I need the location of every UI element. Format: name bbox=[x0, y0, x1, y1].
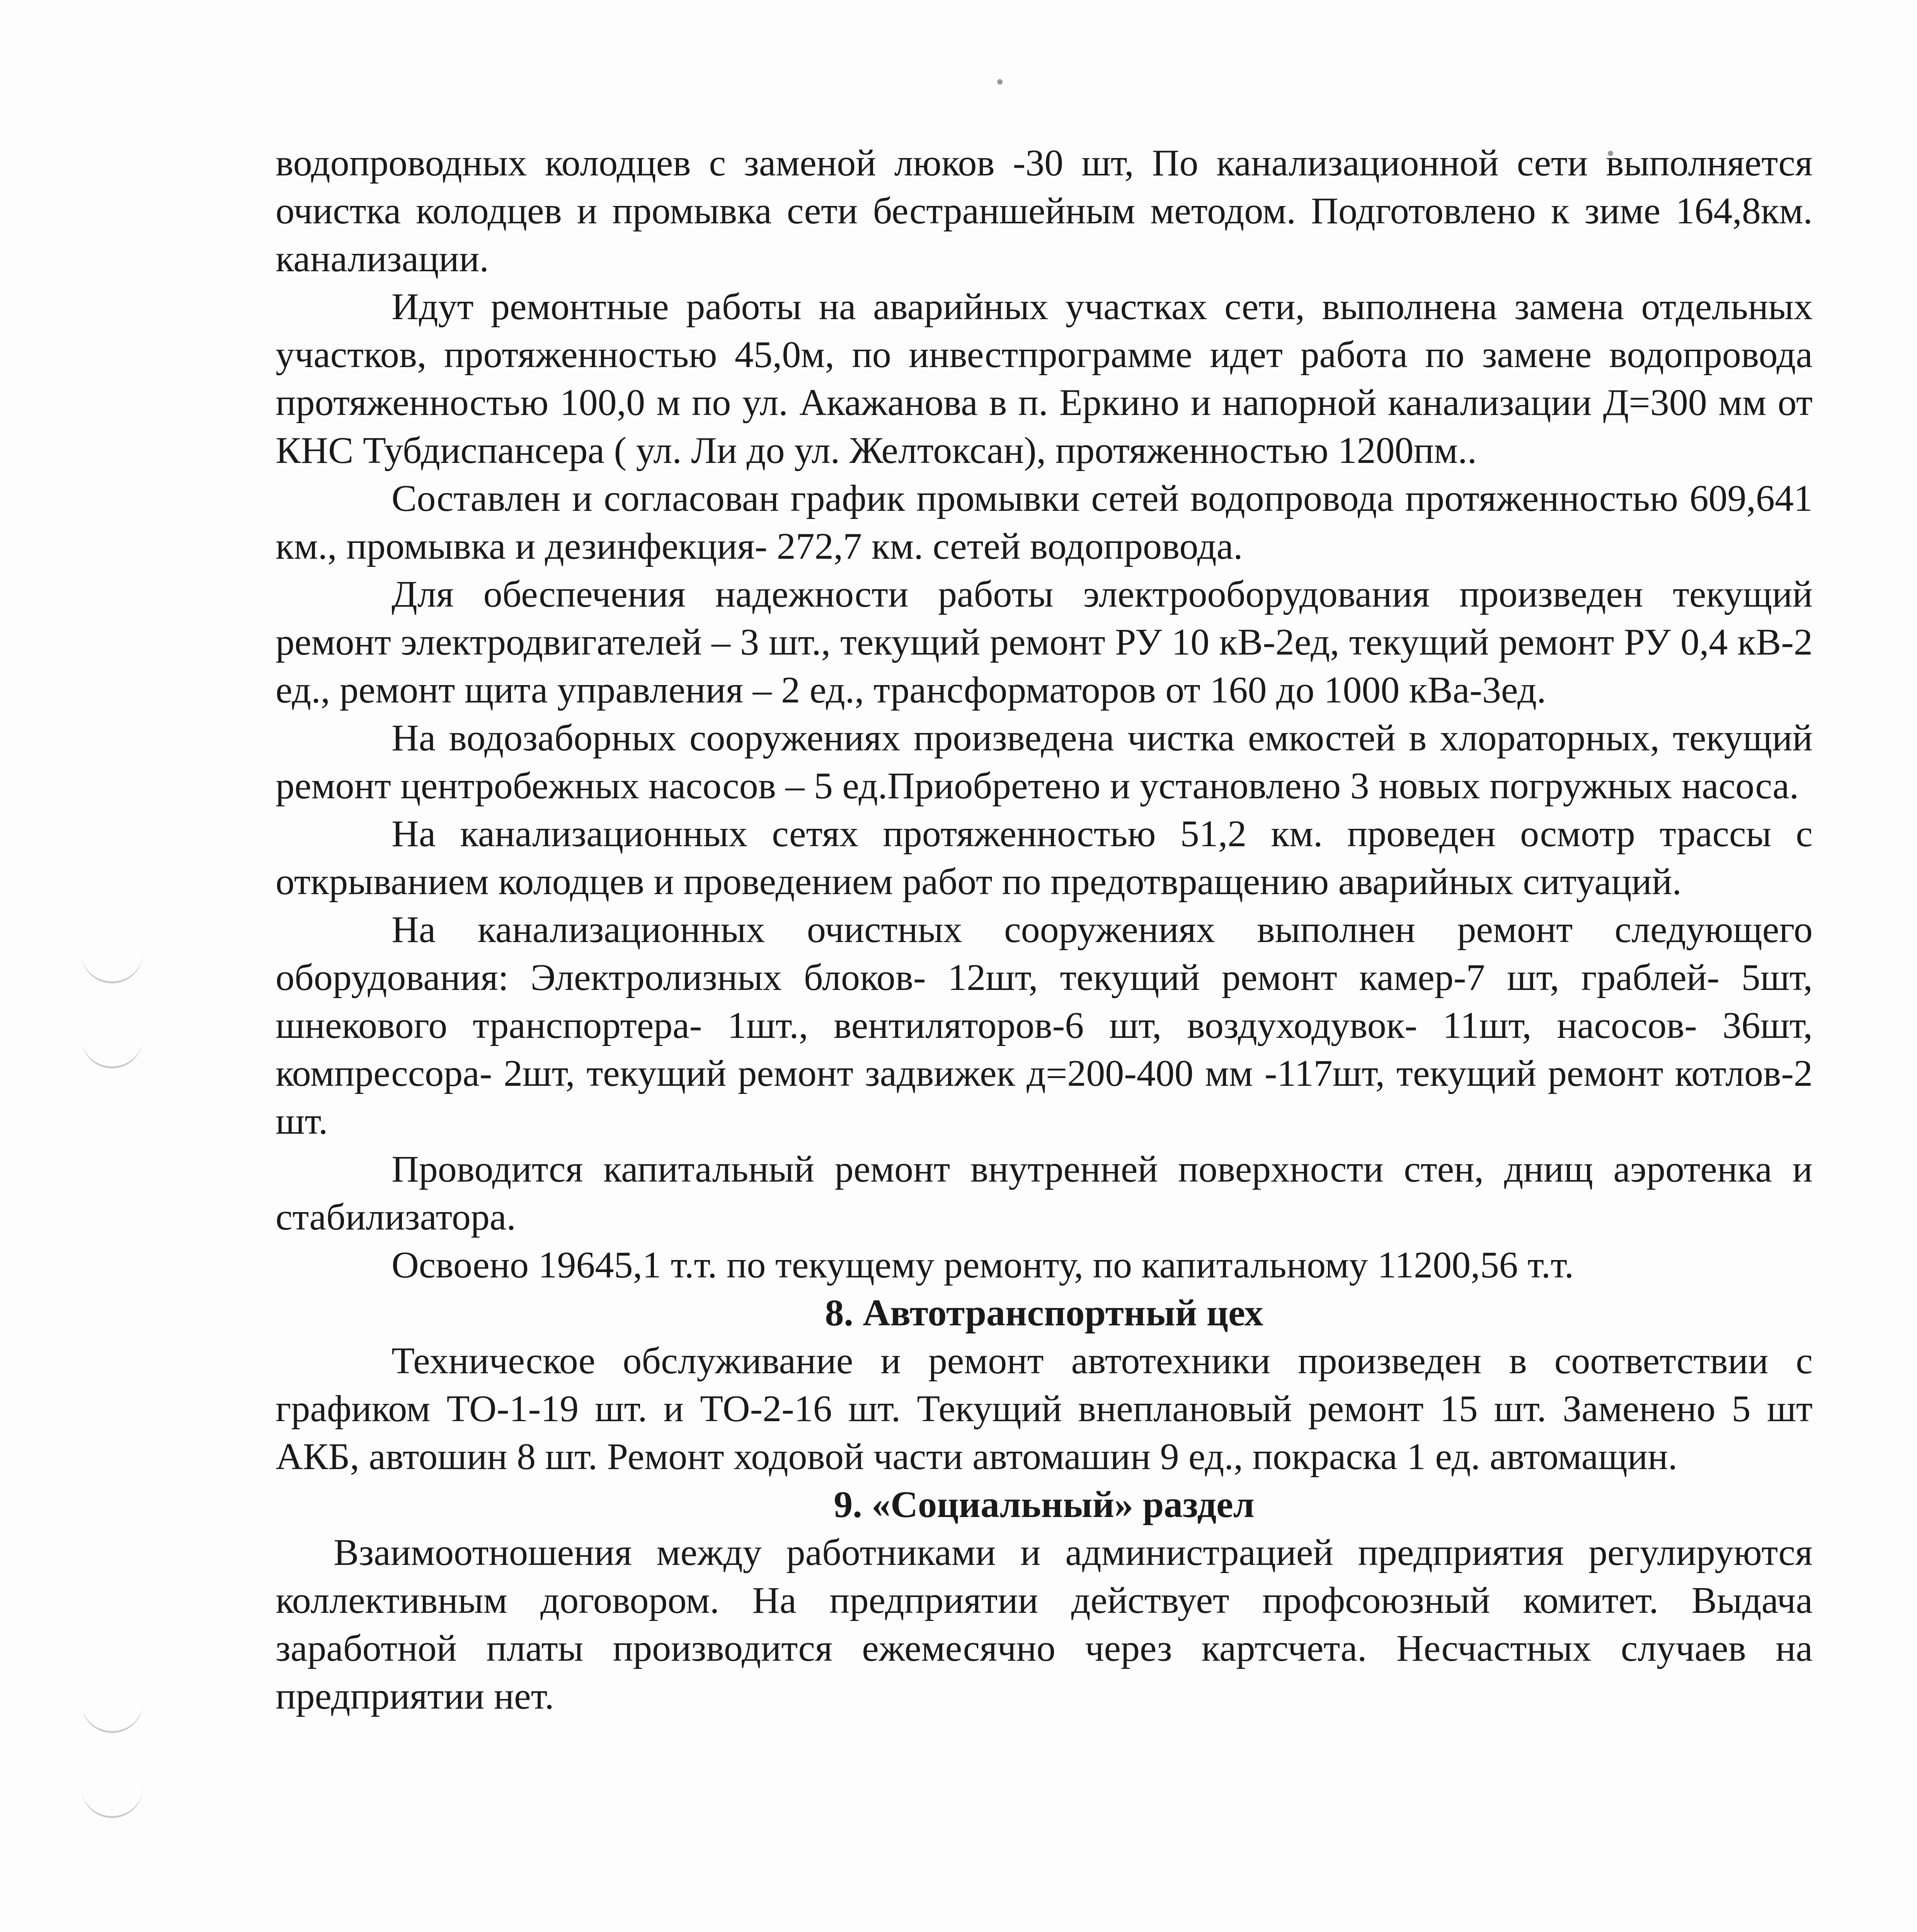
paragraph: На канализационных сетях протяженностью 51,2 км. проведен осмотр трассы с открыванием колодцев и проведением работ по предотвращению аварийных ситуаций. bbox=[276, 813, 1813, 903]
paragraph: водопроводных колодцев с заменой люков -30 шт, По канализационной сети выполняется очистка колодцев и промывка сети бестраншейным методом. Подготовлено к зиме 164,8км. канализации. bbox=[276, 142, 1813, 280]
paragraph: Идут ремонтные работы на аварийных участках сети, выполнена замена отдельных участков, протяженностью 45,0м, по инвестпрограмме идет работа по замене водопровода протяженностью 100,0 м по ул. Акажанова в п. Еркино и напорной канализации Д=300 мм от КНС Тубдиспансера ( ул. Ли до ул. Желтоксан), протяженностью 1200пм.. bbox=[276, 286, 1813, 471]
scan-speck bbox=[997, 79, 1003, 85]
punch-hole bbox=[81, 1777, 143, 1818]
punch-hole bbox=[81, 1028, 143, 1068]
paragraph: Проводится капитальный ремонт внутренней поверхности стен, днищ аэротенка и стабилизатора. bbox=[276, 1148, 1813, 1238]
punch-hole bbox=[81, 943, 143, 983]
section-heading: 9. «Социальный» раздел bbox=[834, 1484, 1255, 1526]
document-body bbox=[276, 139, 1813, 1720]
paragraph: Для обеспечения надежности работы электрооборудования произведен текущий ремонт электродвигателей – 3 шт., текущий ремонт РУ 10 кВ-2ед, текущий ремонт РУ 0,4 кВ-2 ед., ремонт щита управления – 2 ед., трансформаторов от 160 до 1000 кВа-3ед. bbox=[276, 573, 1813, 711]
punch-hole bbox=[81, 1692, 143, 1733]
paragraph: На водозаборных сооружениях произведена чистка емкостей в хлораторных, текущий ремонт центробежных насосов – 5 ед.Приобретено и установлено 3 новых погружных насоса. bbox=[276, 717, 1813, 807]
paragraph: Взаимоотношения между работниками и администрацией предприятия регулируются коллективным договором. На предприятии действует профсоюзный комитет. Выдача заработной платы производится ежемесячно через картсчета. Несчастных случаев на предприятии нет. bbox=[276, 1532, 1813, 1717]
section-heading: 8. Автотранспортный цех bbox=[825, 1292, 1263, 1334]
paragraph: Составлен и согласован график промывки сетей водопровода протяженностью 609,641 км., промывка и дезинфекция- 272,7 км. сетей водопровода. bbox=[276, 478, 1813, 567]
paragraph: Техническое обслуживание и ремонт автотехники произведен в соответствии с графиком ТО-1-19 шт. и ТО-2-16 шт. Текущий внеплановый ремонт 15 шт. Заменено 5 шт АКБ, автошин 8 шт. Ремонт ходовой части автомашин 9 ед., покраска 1 ед. автомащин. bbox=[276, 1340, 1813, 1478]
paragraph: Освоено 19645,1 т.т. по текущему ремонту, по капитальному 11200,56 т.т. bbox=[392, 1244, 1574, 1286]
paragraph: На канализационных очистных сооружениях выполнен ремонт следующего оборудования: Электролизных блоков- 12шт, текущий ремонт камер-7 шт, граблей- 5шт, шнекового транспортера- 1шт., вентиляторов-6 шт, воздуходувок- 11шт, насосов- 36шт, компрессора- 2шт, текущий ремонт задвижек д=200-400 мм -117шт, текущий ремонт котлов-2 шт. bbox=[276, 909, 1813, 1142]
